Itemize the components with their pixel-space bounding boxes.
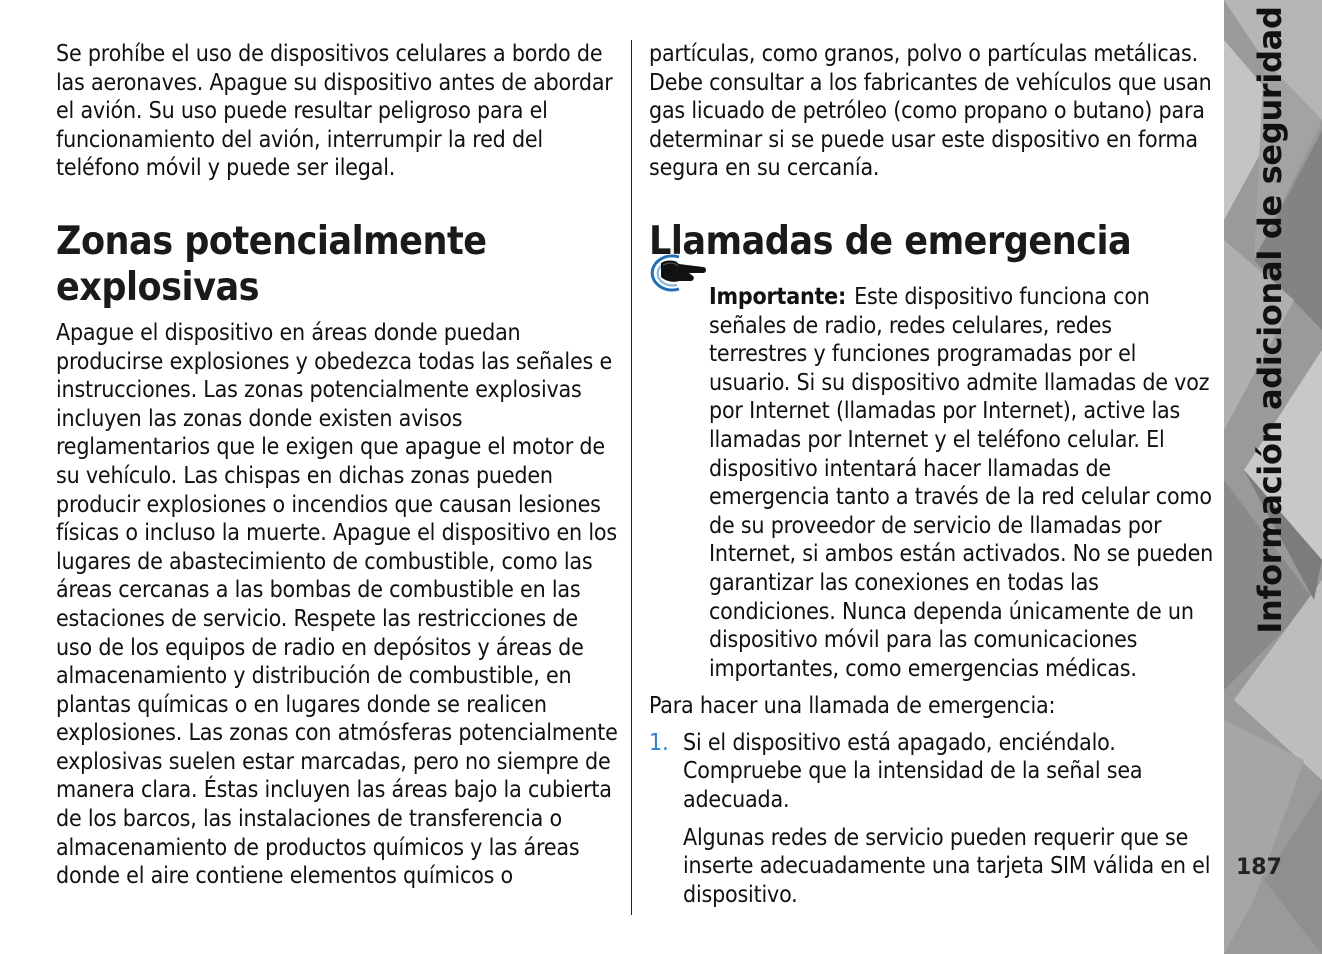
step-number: 1. xyxy=(649,729,669,756)
steps-list xyxy=(649,729,1214,910)
important-note xyxy=(649,283,1214,683)
list-item xyxy=(649,729,1214,910)
explosive-zones-paragraph: Apague el dispositivo en áreas donde puedan producirse explosiones y obedezca todas las señales e instrucciones. Las zonas potencialmente explosivas incluyen las zonas donde existen avisos reglamentarios que le exigen que apague el motor de su vehículo. Las chispas en dichas zonas pueden producir explosiones o incendios que causan lesiones físicas o incluso la muerte. Apague el dispositivo en los lugares de abastecimiento de combustible, como las áreas cercanas a las bombas de combustible en las estaciones de servicio. Respete las restricciones de uso de los equipos de radio en depósitos y áreas de almacenamiento y distribución de combustible, en plantas químicas o en lugares donde se realicen explosiones. Las zonas con atmósferas potencialmente explosivas suelen estar marcadas, pero no siempre de manera clara. Éstas incluyen las áreas bajo la cubierta de los barcos, las instalaciones de transferencia o almacenamiento de productos químicos y las áreas donde el aire contiene elementos químicos o xyxy=(56,319,618,890)
left-column xyxy=(56,40,618,891)
column-divider xyxy=(631,40,632,915)
page-number: 187 xyxy=(1236,855,1282,880)
intro-paragraph: Se prohíbe el uso de dispositivos celulares a bordo de las aeronaves. Apague su dispositivo antes de abordar el avión. Su uso puede resultar peligroso para el funcionamiento del avión, interrumpir la red del teléfono móvil y puede ser ilegal. xyxy=(56,41,613,182)
section-heading-emergency-calls: Llamadas de emergencia xyxy=(649,218,1132,264)
right-column xyxy=(649,40,1214,909)
important-label: Importante: xyxy=(709,283,847,310)
step-text: Si el dispositivo está apagado, enciéndalo. Compruebe que la intensidad de la señal sea adecuada. xyxy=(683,729,1143,814)
step-note: Algunas redes de servicio pueden requerir que se inserte adecuadamente una tarjeta SIM válida en el dispositivo. xyxy=(683,824,1211,908)
chapter-title: Información adicional de seguridad xyxy=(1251,6,1289,634)
important-text: Este dispositivo funciona con señales de radio, redes celulares, redes terrestres y funciones programadas por el usuario. Si su dispositivo admite llamadas de voz por Internet (llamadas por Internet), active las llamadas por Internet y el teléfono celular. El dispositivo intentará hacer llamadas de emergencia tanto a través de la red celular como de su proveedor de servicio de llamadas por Internet, si ambos están activados. No se pueden garantizar las conexiones en todas las condiciones. Nunca dependa únicamente de un dispositivo móvil para las comunicaciones importantes, como emergencias médicas. xyxy=(709,283,1214,682)
pointing-hand-icon xyxy=(649,249,709,293)
steps-intro: Para hacer una llamada de emergencia: xyxy=(649,693,1056,720)
continuation-paragraph: partículas, como granos, polvo o partículas metálicas. Debe consultar a los fabricantes de vehículos que usan gas licuado de petróleo (como propano o butano) para determinar si se puede usar este dispositivo en forma segura en su cercanía. xyxy=(649,41,1212,182)
section-heading-explosive-zones: Zonas potencialmente explosivas xyxy=(56,218,487,310)
